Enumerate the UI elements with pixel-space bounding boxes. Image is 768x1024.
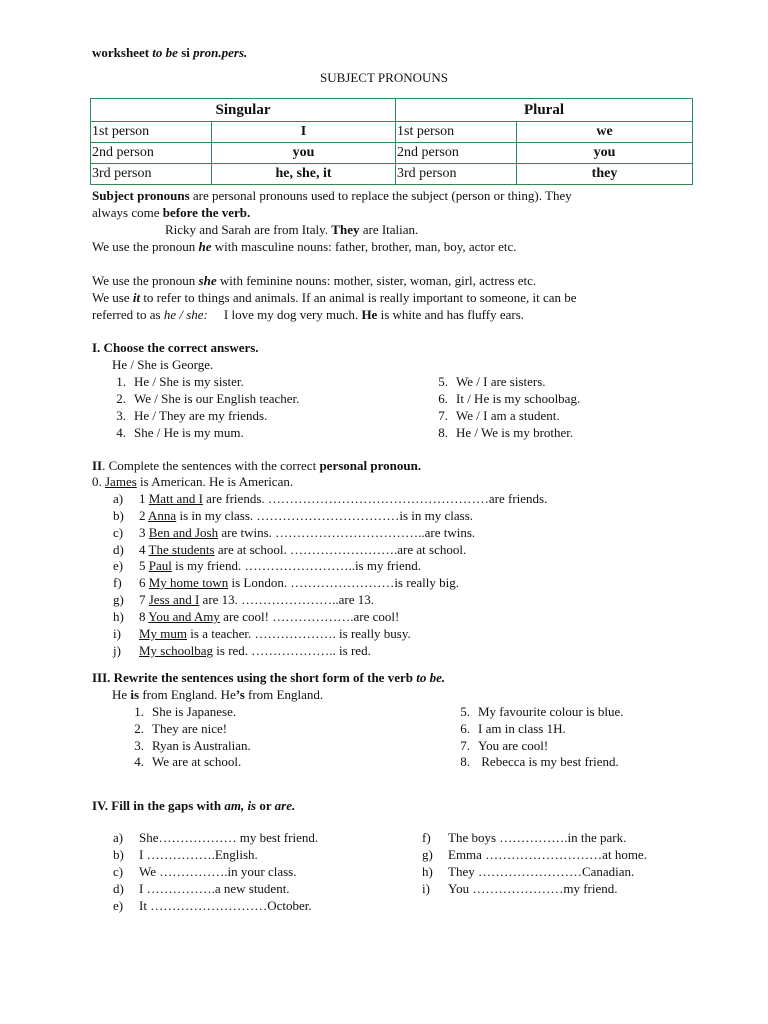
table-cell: I [212,122,396,143]
list-item: g) Emma ………………………at home. [422,847,647,862]
table-row [91,164,693,185]
exercise-2-title: II. Complete the sentences with the correct personal pronoun. [92,458,422,473]
table-cell: we [517,122,693,143]
list-item: a) 1 Matt and I are friends. ……………………………………………are friends. [113,491,548,506]
list-item: b) 2 Anna is in my class. ……………………………is in my class. [113,508,474,523]
table-row [91,143,693,164]
list-item: 8. Rebecca is my best friend. [460,754,619,769]
table-cell: 3rd person [91,164,212,185]
list-item: e) 5 Paul is my friend. ……………………..is my friend. [113,558,422,573]
list-item: f) 6 My home town is London. ……………………is really big. [113,575,459,590]
exercise-1-title: I. Choose the correct answers. [92,340,259,355]
table-cell: he, she, it [212,164,396,185]
list-item: 2. They are nice! [134,721,228,736]
pronoun-table [90,98,693,185]
list-item: 4. She / He is my mum. [116,425,244,440]
intro-line: Subject pronouns are personal pronouns used to replace the subject (person or thing). They [92,188,572,203]
list-item: 1. She is Japanese. [134,704,237,719]
table-header-singular: Singular [91,99,396,122]
intro-example: Ricky and Sarah are from Italy. They are Italian. [165,222,419,237]
list-item: b) I …………….English. [113,847,258,862]
list-item: i) My mum is a teacher. ………………. is really busy. [113,626,411,641]
table-header-plural: Plural [396,99,693,122]
list-item: 5. We / I are sisters. [438,374,546,389]
intro-line: referred to as he / she: I love my dog very much. He is white and has fluffy ears. [92,307,525,322]
list-item: 6. I am in class 1H. [460,721,566,736]
list-item: d) 4 The students are at school. …………………….are at school. [113,542,467,557]
exercise-3-title: III. Rewrite the sentences using the short form of the verb to be. [92,670,446,685]
list-item: 7. You are cool! [460,738,549,753]
list-item: g) 7 Jess and I are 13. …………………..are 13. [113,592,375,607]
list-item: f) The boys …………….in the park. [422,830,627,845]
table-cell: they [517,164,693,185]
table-cell: 2nd person [396,143,517,164]
table-cell: 1st person [91,122,212,143]
exercise-4-title: IV. Fill in the gaps with am, is or are. [92,798,296,813]
table-header-row [91,99,693,122]
exercise-1-example: He / She is George. [112,357,214,372]
exercise-3-example: He is from England. He’s from England. [112,687,324,702]
table-cell: 2nd person [91,143,212,164]
page-title: SUBJECT PRONOUNS [320,70,448,85]
intro-line: always come before the verb. [92,205,251,220]
list-item: d) I …………….a new student. [113,881,290,896]
list-item: 3. Ryan is Australian. [134,738,251,753]
list-item: 3. He / They are my friends. [116,408,268,423]
list-item: h) They ……………………Canadian. [422,864,635,879]
list-item: a) She……………… my best friend. [113,830,319,845]
list-item: 2. We / She is our English teacher. [116,391,300,406]
intro-line: We use the pronoun she with feminine nouns: mother, sister, woman, girl, actress etc. [92,273,537,288]
list-item: 5. My favourite colour is blue. [460,704,624,719]
exercise-2-example: 0. James is American. He is American. [92,474,294,489]
table-row [91,122,693,143]
list-item: j) My schoolbag is red. ……………….. is red. [113,643,371,658]
table-cell: you [517,143,693,164]
list-item: h) 8 You and Amy are cool! ……………….are cool! [113,609,400,624]
list-item: i) You …………………my friend. [422,881,618,896]
worksheet-header: worksheet to be si pron.pers. [92,45,248,60]
intro-line: We use the pronoun he with masculine nouns: father, brother, man, boy, actor etc. [92,239,517,254]
list-item: 4. We are at school. [134,754,242,769]
list-item: e) It ………………………October. [113,898,312,913]
list-item: 6. It / He is my schoolbag. [438,391,581,406]
list-item: 8. He / We is my brother. [438,425,574,440]
intro-line: We use it to refer to things and animals. If an animal is really important to someone, it can be [92,290,577,305]
table-cell: 3rd person [396,164,517,185]
list-item: c) We …………….in your class. [113,864,297,879]
table-cell: 1st person [396,122,517,143]
list-item: c) 3 Ben and Josh are twins. ……………………………..are twins. [113,525,476,540]
list-item: 1. He / She is my sister. [116,374,244,389]
list-item: 7. We / I am a student. [438,408,560,423]
table-cell: you [212,143,396,164]
